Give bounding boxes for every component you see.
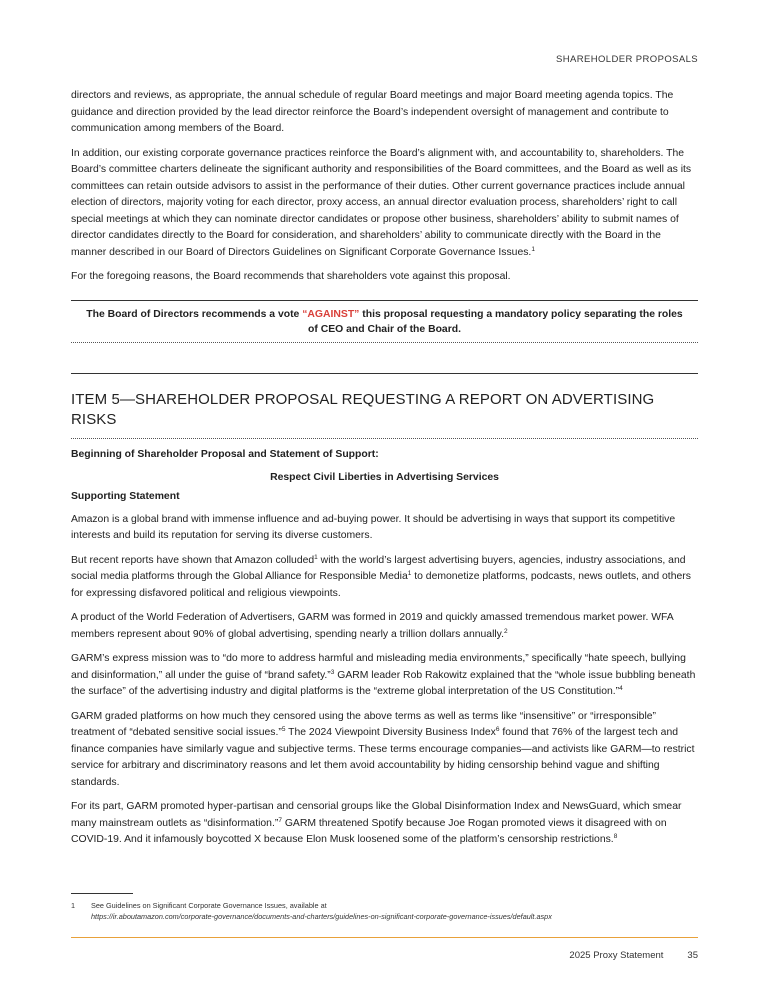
footnote-divider (71, 893, 133, 894)
running-header: SHAREHOLDER PROPOSALS (556, 54, 698, 65)
footnote-text: See Guidelines on Significant Corporate Governance Issues, available at (91, 901, 327, 910)
paragraph-lead-director: directors and reviews, as appropriate, the annual schedule of regular Board meetings and major Board meeting agenda topics. The guidance and direction provided by the lead director reinforce the Board’s independent oversight of management and contribute to communication among members of the Board. (71, 90, 674, 134)
proposal-intro: Beginning of Shareholder Proposal and Statement of Support: (71, 448, 379, 460)
paragraph-board-recommends: For the foregoing reasons, the Board recommends that shareholders vote against this proposal. (71, 271, 511, 282)
statement-paragraph: But recent reports have shown that Amazon colluded$^1$ with the world’s largest advertising buyers, agencies, industry associations, and social media platforms through the Global Alliance for Responsible Media$^1$ to demonetize platforms, podcasts, news outlets, and others for expressing disfavored political and religious viewpoints. (71, 553, 691, 599)
footnote-ref[interactable]: 8 (613, 833, 618, 840)
footnote-ref[interactable]: 3 (330, 668, 335, 676)
paragraph-governance-practices: In addition, our existing corporate governance practices reinforce the Board’s alignment with, and accountability to, shareholders. The Board’s committee charters delineate the significant authority and responsibilities of the Board committees, and the Board as well as its committees can retain outside advisors to assist in the performance of their duties. Other current governance practices include annual election of directors, majority voting for each director, proxy access, an annual director evaluation process, shareholders’ right to call special meetings at which they can nominate director candidates or propose other business, shareholders’ ability to submit names of director candidates directly to the Board for consideration, and shareholders’ ability to communicate directly with the Board in the manner described in our Board of Directors Guidelines on Significant Corporate Governance Issues.$^1$ (71, 147, 692, 258)
divider-dotted (71, 438, 698, 439)
footnote-link[interactable]: https://ir.aboutamazon.com/corporate-governance/documents-and-charters/guidelines-on-significant-corporate-governance-issues/default.aspx (91, 912, 552, 921)
item-title: ITEM 5—SHAREHOLDER PROPOSAL REQUESTING A REPORT ON ADVERTISING RISKS (71, 390, 655, 428)
footnote-ref[interactable]: 6 (495, 726, 500, 733)
footer-divider (71, 937, 698, 938)
footnote-ref[interactable]: 5 (281, 726, 286, 733)
recommendation-callout: The Board of Directors recommends a vote “AGAINST” this proposal requesting a mandatory policy separating the roles of CEO and Chair of the Board. (86, 308, 683, 335)
supporting-statement-heading: Supporting Statement (71, 490, 180, 502)
footnote-ref[interactable]: 4 (619, 685, 623, 692)
divider-dotted (71, 342, 698, 343)
main-content (71, 88, 698, 857)
statement-paragraph: GARM graded platforms on how much they censored using the above terms as well as terms like “insensitive” or “irresponsible” treatment of “debated sensitive social issues.”$^5$ The 2024 Viewpoint Diversity Business Index$^6$ found that 76% of the largest tech and finance companies have similarly vague and subjective terms. These terms encourage companies—and activists like GARM—to restrict service for arbitrary and discriminatory reasons and let them avoid accountability by hiding censorship behind vague and shifting standards. (71, 710, 695, 788)
statement-paragraph: For its part, GARM promoted hyper-partisan and censorial groups like the Global Disinformation Index and NewsGuard, which smear many mainstream outlets as “disinformation.”$^7$ GARM threatened Spotify because Joe Rogan promoted views it disagreed with on COVID-19. And it infamously boycotted X because Elon Musk loosened some of the platform’s censorship restrictions.$^8$ (71, 801, 682, 845)
page (71, 0, 698, 1000)
footnote-ref[interactable]: 1 (407, 570, 412, 577)
against-label: “AGAINST” (302, 308, 360, 320)
proposal-title: Respect Civil Liberties in Advertising Services (270, 471, 499, 483)
page-number: 35 (687, 950, 698, 961)
footnote-ref[interactable]: 1 (531, 245, 535, 253)
footnote-ref[interactable]: 7 (278, 816, 282, 824)
footnote-ref[interactable]: 2 (504, 627, 508, 635)
footnote (71, 900, 698, 922)
divider-solid (71, 373, 698, 374)
footnote-ref[interactable]: 1 (314, 553, 318, 561)
document-title: 2025 Proxy Statement (569, 950, 664, 961)
page-footer (569, 950, 698, 961)
statement-paragraph: A product of the World Federation of Advertisers, GARM was formed in 2019 and quickly amassed tremendous market power. WFA members represent about 90% of global advertising, spending nearly a trillion dollars annually.$^2$ (71, 612, 674, 640)
footnote-number: 1 (71, 901, 76, 910)
statement-paragraph: Amazon is a global brand with immense influence and ad-buying power. It should be advertising in ways that support its competitive interests and build its reputation for serving its diverse customers. (71, 513, 676, 541)
statement-paragraph: GARM’s express mission was to “do more to address harmful and misleading media environments,” specifically “hate speech, bullying and disinformation,” all under the guise of “brand safety.”$^3$ GARM leader Rob Rakowitz explained that the “whole issue bubbling beneath the surface” of the advertising industry and digital platforms is the “extreme global interpretation of the US Constitution.”$^4$ (71, 653, 696, 697)
